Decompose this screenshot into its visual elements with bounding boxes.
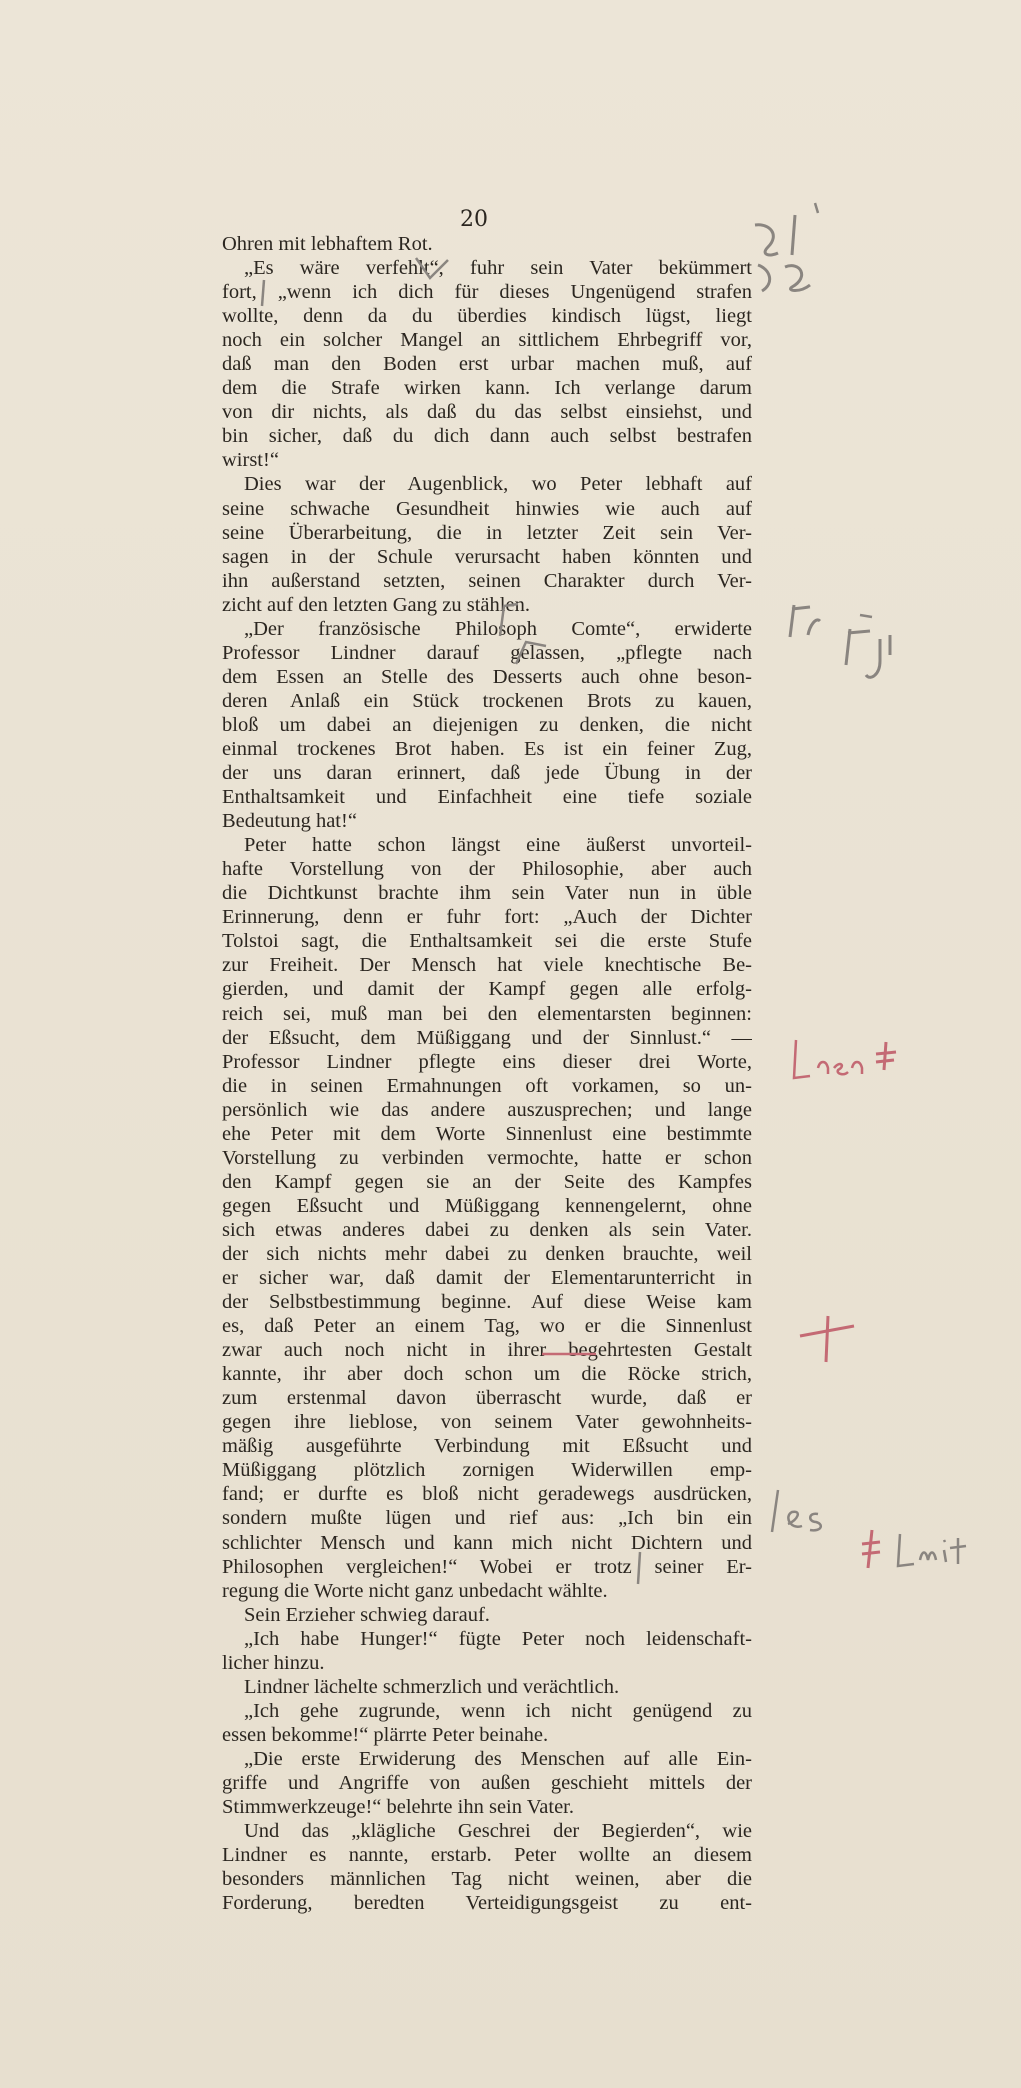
text-line: zum erstenmal davon überrascht wurde, daß er xyxy=(222,1387,752,1410)
text-line: Lindner es nannte, erstarb. Peter wollte an diesem xyxy=(222,1844,752,1867)
text-line: persönlich wie das andere auszusprechen; und lange xyxy=(222,1098,752,1121)
text-line: seine Überarbeitung, die in letzter Zeit sein Ver- xyxy=(222,521,752,544)
text-line: gierden, und damit der Kampf gegen alle erfolg- xyxy=(222,978,752,1001)
text-line: daß man den Boden erst urbar machen muß, auf xyxy=(222,353,752,376)
text-line: Erinnerung, denn er fuhr fort: „Auch der Dichter xyxy=(222,906,752,929)
text-line: kannte, ihr aber doch schon um die Röcke strich, xyxy=(222,1363,752,1386)
proof-mark-wo-er xyxy=(540,1348,600,1360)
text-line: wollte, denn da du überdies kindisch lügst, liegt xyxy=(222,305,752,328)
text-line: ehe Peter mit dem Worte Sinnenlust eine bestimmte xyxy=(222,1122,752,1145)
proof-mark-comte xyxy=(492,600,522,640)
text-line: Ohren mit lebhaftem Rot. xyxy=(222,233,433,255)
text-line: seine schwache Gesundheit hinwies wie auch auf xyxy=(222,497,752,520)
text-line: noch ein solcher Mangel an sittlichem Ehrbegriff vor, xyxy=(222,329,752,352)
text-line: „Ich habe Hunger!“ fügte Peter noch leidenschaft- xyxy=(244,1627,752,1650)
text-line: der uns daran erinnert, daß jede Übung in der xyxy=(222,762,752,785)
text-line: sagen in der Schule verursacht haben könnten und xyxy=(222,545,752,568)
text-line: bloß um dabei an diejenigen zu denken, die nicht xyxy=(222,713,752,736)
text-line: griffe und Angriffe von außen geschieht mittels der xyxy=(222,1772,752,1794)
text-line: die Dichtkunst brachte ihm sein Vater nun in üble xyxy=(222,882,752,905)
text-line: der Selbstbestimmung beginne. Auf diese Weise kam xyxy=(222,1291,752,1314)
text-line: Vorstellung zu verbinden vermochte, hatte er schon xyxy=(222,1146,752,1169)
proof-mark-gelassen xyxy=(512,638,552,668)
text-line: „Es wäre verfehlt“, fuhr sein Vater bekümmert xyxy=(244,257,752,280)
body-text xyxy=(222,232,752,1915)
text-line: Stimmwerkzeuge!“ belehrte ihn sein Vater. xyxy=(222,1796,574,1819)
text-line: regung die Worte nicht ganz unbedacht wählte. xyxy=(222,1579,608,1602)
text-line: zicht auf den letzten Gang zu stählen. xyxy=(222,593,530,616)
pencil-mark-top xyxy=(740,195,830,295)
text-line: „Die erste Erwiderung des Menschen auf alle Ein- xyxy=(244,1747,752,1770)
text-line: sich etwas anderes dabei zu denken als sein Vater. xyxy=(222,1218,752,1241)
text-line: Philosophen vergleichen!“ Wobei er trotz seiner Er- xyxy=(222,1555,752,1578)
pencil-mark-dichtern xyxy=(860,1520,990,1590)
text-line: licher hinzu. xyxy=(222,1651,325,1674)
pencil-mark-cross xyxy=(790,1310,870,1370)
text-line: es, daß Peter an einem Tag, wo er die Sinnenlust xyxy=(222,1315,752,1338)
text-line: mäßig ausgeführte Verbindung mit Eßsucht und xyxy=(222,1435,752,1458)
text-line: zwar auch noch nicht in ihrer begehrtesten Gestalt xyxy=(222,1339,752,1362)
text-line: reich sei, muß man bei den elementarsten beginnen: xyxy=(222,1002,752,1025)
text-line: wirst!“ xyxy=(222,449,279,472)
text-line: bin sicher, daß du dich dann auch selbst bestrafen xyxy=(222,425,752,448)
text-line: zur Freiheit. Der Mensch hat viele knechtische Be- xyxy=(222,954,752,977)
text-line: essen bekomme!“ plärrte Peter beinahe. xyxy=(222,1723,549,1746)
proof-mark-verfehlt xyxy=(408,252,458,292)
text-line: Sein Erzieher schwieg darauf. xyxy=(244,1603,490,1626)
text-line: die in seinen Ermahnungen oft vorkamen, so un- xyxy=(222,1074,752,1097)
text-line: deren Anlaß ein Stück trockenen Brots zu kauen, xyxy=(222,689,752,712)
text-line: sondern mußte lügen und rief aus: „Ich bin ein xyxy=(222,1507,752,1530)
text-line: Enthaltsamkeit und Einfachheit eine tiefe soziale xyxy=(222,786,752,809)
text-line: er sicher war, daß damit der Elementarunterricht in xyxy=(222,1267,752,1290)
text-line: dem Essen an Stelle des Desserts auch ohne beson- xyxy=(222,665,752,688)
text-line: den Kampf gegen sie an der Seite des Kampfes xyxy=(222,1170,752,1193)
text-line: ihn außerstand setzten, seinen Charakter durch Ver- xyxy=(222,569,752,592)
text-line: „Ich gehe zugrunde, wenn ich nicht genügend zu xyxy=(244,1699,752,1722)
text-line: gegen ihre lieblose, von seinem Vater gewohnheits- xyxy=(222,1411,752,1434)
text-line: Lindner lächelte schmerzlich und verächtlich. xyxy=(244,1675,620,1698)
text-line: von dir nichts, als daß du das selbst einsiehst, und xyxy=(222,401,752,424)
text-line: Müßiggang plötzlich zornigen Widerwillen emp- xyxy=(222,1459,752,1482)
proof-mark-fort xyxy=(254,278,274,308)
text-line: Professor Lindner pflegte eins dieser drei Worte, xyxy=(222,1050,752,1073)
pencil-mark-sinnlust xyxy=(780,1030,910,1090)
text-line: „Der französische Philosoph Comte“, erwiderte xyxy=(244,617,752,640)
proof-mark-nicht xyxy=(628,1550,648,1586)
text-line: fort, „wenn ich dich für dieses Ungenügend strafen xyxy=(222,281,752,304)
text-line: einmal trockenes Brot haben. Es ist ein feiner Zug, xyxy=(222,737,752,760)
text-line: Und das „klägliche Geschrei der Begierden“, wie xyxy=(244,1820,752,1843)
text-line: Professor Lindner darauf gelassen, „pflegte nach xyxy=(222,641,752,664)
text-line: der sich nichts mehr dabei zu denken brauchte, weil xyxy=(222,1242,752,1265)
pencil-mark-geradewegs xyxy=(762,1480,842,1550)
text-line: Peter hatte schon längst eine äußerst unvorteil- xyxy=(244,834,752,857)
text-line: hafte Vorstellung von der Philosophie, aber auch xyxy=(222,858,752,881)
text-line: schlichter Mensch und kann mich nicht Dichtern und xyxy=(222,1531,752,1554)
text-line: dem die Strafe wirken kann. Ich verlange darum xyxy=(222,377,752,400)
text-line: besonders männlichen Tag nicht weinen, aber die xyxy=(222,1868,752,1891)
pencil-mark-comte xyxy=(780,595,920,685)
text-line: Dies war der Augenblick, wo Peter lebhaft auf xyxy=(244,473,752,496)
text-line: Bedeutung hat!“ xyxy=(222,810,357,833)
text-line: der Eßsucht, dem Müßiggang und der Sinnlust.“ — xyxy=(222,1026,752,1049)
text-line: fand; er durfte es bloß nicht geradewegs ausdrücken, xyxy=(222,1483,752,1506)
text-line: Forderung, beredten Verteidigungsgeist zu ent- xyxy=(222,1892,752,1915)
text-line: Tolstoi sagt, die Enthaltsamkeit sei die erste Stufe xyxy=(222,930,752,953)
page-number: 20 xyxy=(460,207,488,232)
text-line: gegen Eßsucht und Müßiggang kennengelernt, ohne xyxy=(222,1194,752,1217)
